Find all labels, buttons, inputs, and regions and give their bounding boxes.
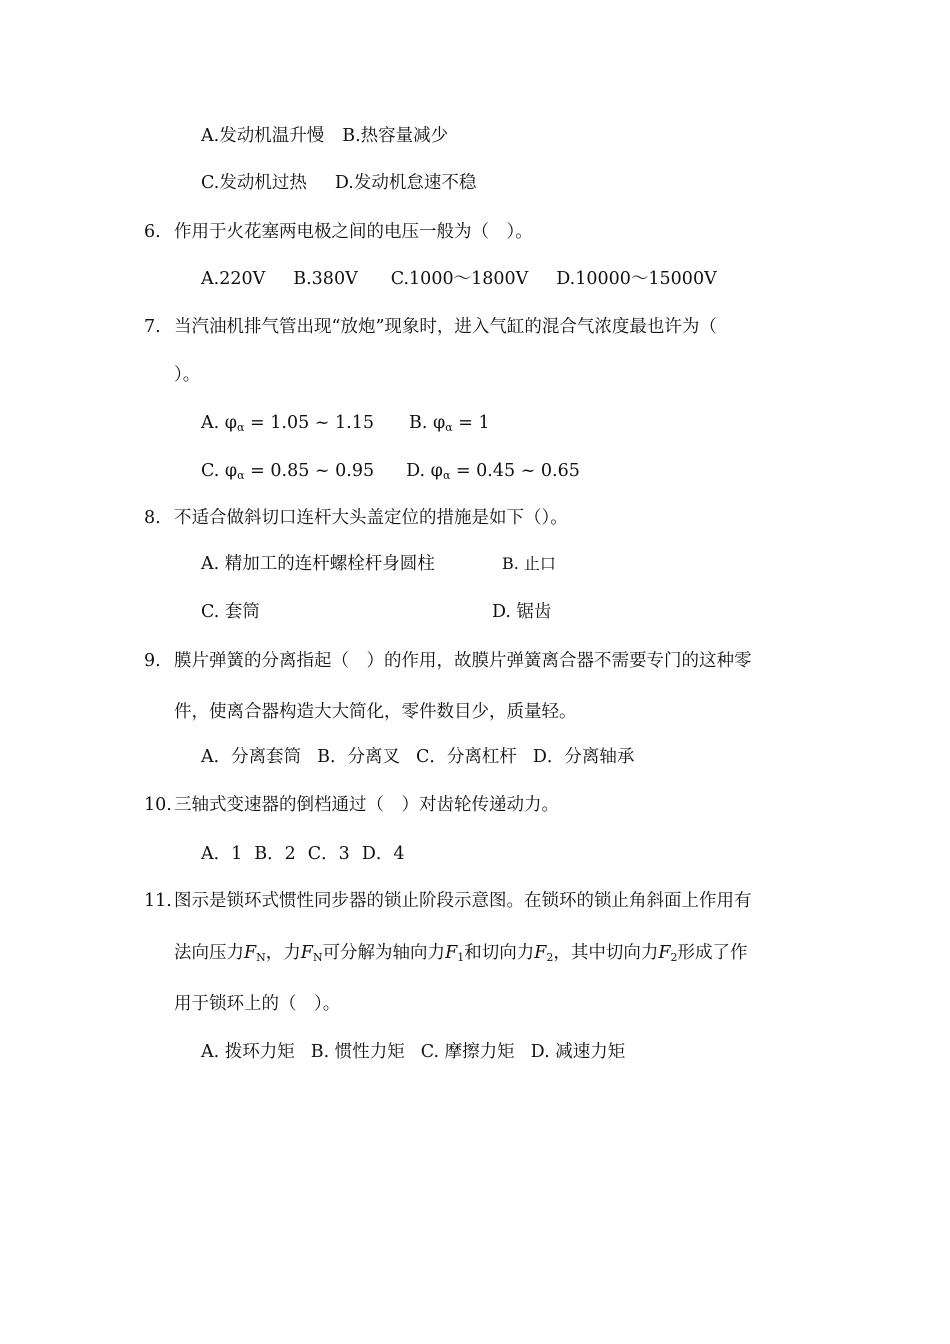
q9-options — [201, 746, 634, 768]
q7-option-c: C. $\varphi_\alpha = 0.85$ ~ 0.95 — [201, 461, 375, 482]
q11-options — [201, 1041, 625, 1063]
q6-option-b: B.380V — [293, 269, 358, 289]
q7-options-row1 — [201, 412, 490, 439]
q6-option-a: A.220V — [201, 269, 266, 289]
q7-question-cont: ）。 — [174, 365, 201, 385]
q11-question: 图示是锁环式惯性同步器的锁止阶段示意图。在锁环的锁止角斜面上作用有 — [174, 891, 752, 911]
q10-option-c: C．3 — [307, 844, 350, 864]
q8-option-b: B. 止口 — [502, 554, 556, 573]
q5-option-d: D.发动机怠速不稳 — [334, 173, 477, 193]
q10-option-b: B．2 — [254, 844, 296, 864]
q7-options-row2 — [201, 460, 580, 487]
q11-option-a: A. 拨环力矩 — [201, 1042, 295, 1062]
q8-option-d: D. 锯齿 — [492, 602, 552, 622]
q9-question: 膜片弹簧的分离指起（ ）的作用，故膜片弹簧离合器不需要专门的这种零 — [174, 651, 752, 671]
q5-option-a: A.发动机温升慢 — [201, 126, 325, 146]
q6-options — [201, 268, 717, 290]
q6-option-d: D.10000～15000V — [556, 269, 717, 289]
q9-number: 9. — [144, 651, 161, 671]
q9-option-b: B．分离叉 — [317, 747, 401, 767]
q7-number: 7. — [144, 317, 161, 337]
q11-option-b: B. 惯性力矩 — [310, 1042, 405, 1062]
q5-options-row2 — [201, 172, 476, 194]
q9-question-cont: 件，使离合器构造大大简化，零件数目少，质量轻。 — [174, 702, 577, 722]
q6-question: 作用于火花塞两电极之间的电压一般为（ ）。 — [174, 222, 533, 242]
q7-question: 当汽油机排气管出现“放炮”现象时，进入气缸的混合气浓度最也许为（ — [174, 317, 717, 337]
q5-options-row1 — [201, 125, 448, 147]
q6-number: 6. — [144, 222, 161, 242]
q5-option-b: B.热容量减少 — [342, 126, 449, 146]
q10-option-d: D．4 — [361, 844, 405, 864]
q9-option-c: C．分离杠杆 — [416, 747, 517, 767]
q10-number: 10. — [144, 795, 172, 815]
q11-question-line3: 用于锁环上的（ ）。 — [174, 994, 341, 1014]
q8-question: 不适合做斜切口连杆大头盖定位的措施是如下（）。 — [174, 508, 568, 528]
q11-option-c: C. 摩擦力矩 — [420, 1042, 515, 1062]
q11-question-line2: 法向压力$F_N$，力$F_N$可分解为轴向力$F_1$和切向力$F_2$，其中切向力$F_2$形成了作 — [174, 943, 748, 964]
q9-option-a: A．分离套筒 — [201, 747, 302, 767]
q8-number: 8. — [144, 508, 161, 528]
q7-option-a: A. $\varphi_\alpha = 1.05$ ~ 1.15 — [201, 413, 374, 434]
q7-option-b: B. $\varphi_\alpha = 1$ — [408, 413, 490, 434]
q11-option-d: D. 减速力矩 — [530, 1042, 626, 1062]
q9-option-d: D．分离轴承 — [532, 747, 635, 767]
q8-option-a: A. 精加工的连杆螺栓杆身圆柱 — [201, 554, 435, 574]
q5-option-c: C.发动机过热 — [201, 173, 307, 193]
q10-question: 三轴式变速器的倒档通过（ ）对齿轮传递动力。 — [174, 795, 559, 815]
q8-option-c: C. 套筒 — [201, 602, 260, 622]
q10-options — [201, 843, 404, 865]
q6-option-c: C.1000～1800V — [390, 269, 529, 289]
q10-option-a: A．1 — [201, 844, 243, 864]
q7-option-d: D. $\varphi_\alpha = 0.45$ ~ 0.65 — [406, 461, 580, 482]
q11-number: 11. — [144, 891, 172, 911]
